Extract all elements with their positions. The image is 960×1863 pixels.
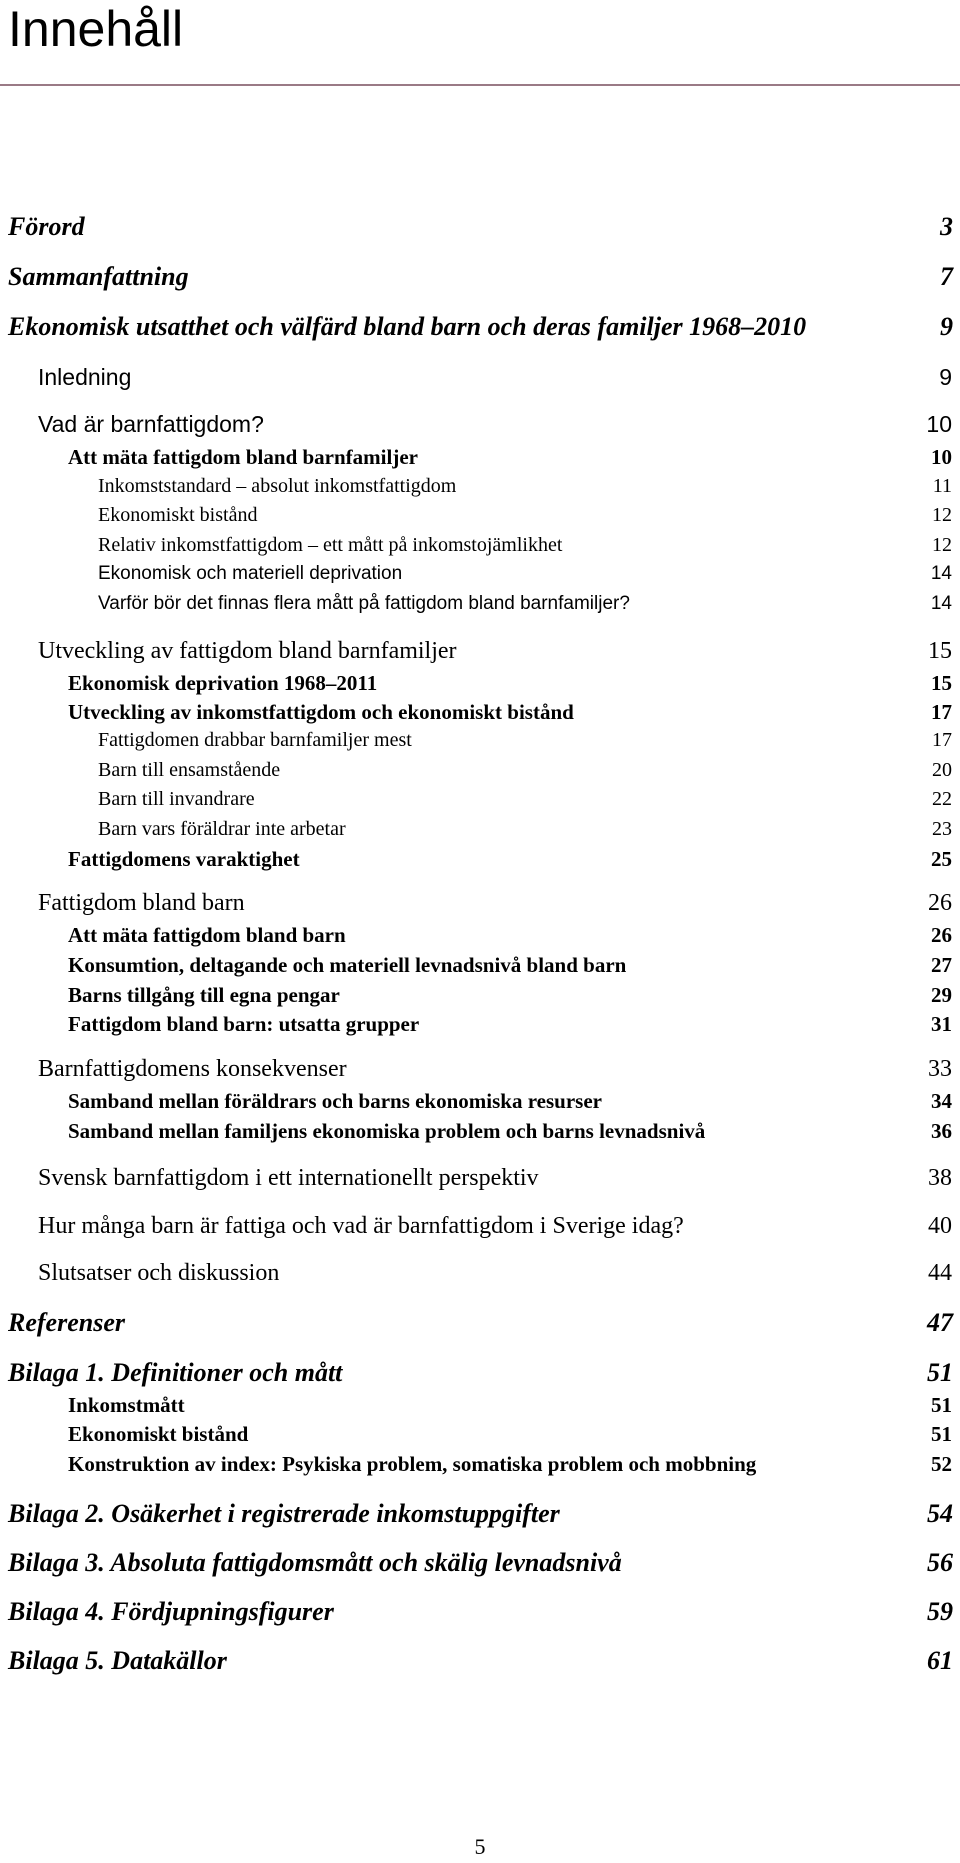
toc-entry-label: Bilaga 3. Absoluta fattigdomsmått och skälig levnadsnivå [8, 1548, 622, 1577]
toc-entry-page: 10 [926, 411, 952, 437]
toc-entry-page: 10 [931, 445, 952, 469]
toc-entry[interactable] [98, 504, 952, 527]
toc-entry-label: Varför bör det finnas flera mått på fattigdom bland barnfamiljer? [98, 593, 630, 614]
toc-entry-label: Bilaga 1. Definitioner och mått [8, 1358, 343, 1387]
toc-entry-page: 26 [928, 890, 952, 916]
toc-entry-page: 40 [928, 1213, 952, 1239]
toc-entry-page: 51 [931, 1393, 952, 1417]
toc-entry-label: Konsumtion, deltagande och materiell levnadsnivå bland barn [68, 953, 627, 977]
toc-entry[interactable] [68, 953, 952, 978]
toc-entry[interactable] [98, 534, 952, 557]
toc-entry-page: 9 [939, 364, 952, 390]
toc-entry[interactable] [38, 1213, 952, 1240]
toc-entry-label: Förord [8, 212, 85, 241]
toc-entry-page: 44 [928, 1260, 952, 1286]
toc-entry[interactable] [98, 759, 952, 782]
toc-entry-page: 12 [932, 504, 952, 526]
toc-entry[interactable] [38, 638, 952, 665]
toc-entry[interactable] [8, 1358, 953, 1388]
toc-entry-label: Inledning [38, 364, 132, 390]
toc-entry[interactable] [68, 1089, 952, 1114]
toc-entry-page: 14 [930, 593, 952, 614]
toc-entry-label: Ekonomisk utsatthet och välfärd bland barn och deras familjer 1968–2010 [8, 312, 807, 341]
toc-entry-label: Relativ inkomstfattigdom – ett mått på inkomstojämlikhet [98, 534, 563, 556]
toc-entry-page: 15 [931, 671, 952, 695]
toc-entry-page: 31 [931, 1012, 952, 1036]
toc-entry[interactable] [68, 671, 952, 696]
toc-entry-label: Samband mellan familjens ekonomiska problem och barns levnadsnivå [68, 1119, 706, 1143]
toc-entry-page: 47 [927, 1308, 953, 1337]
toc-entry-label: Barnfattigdomens konsekvenser [38, 1056, 347, 1082]
toc-entry[interactable] [8, 1308, 953, 1338]
toc-entry[interactable] [68, 923, 952, 948]
toc-entry-page: 23 [932, 818, 952, 840]
toc-entry-page: 20 [932, 759, 952, 781]
toc-entry-label: Barn till ensamstående [98, 759, 281, 781]
toc-entry-label: Barn vars föräldrar inte arbetar [98, 818, 346, 840]
toc-entry-label: Att mäta fattigdom bland barnfamiljer [68, 445, 418, 469]
toc-entry[interactable] [8, 1597, 953, 1627]
toc-entry-label: Svensk barnfattigdom i ett internationellt perspektiv [38, 1165, 539, 1191]
toc-entry-label: Utveckling av inkomstfattigdom och ekonomiskt bistånd [68, 700, 574, 724]
toc-entry[interactable] [8, 262, 953, 292]
toc-entry-label: Utveckling av fattigdom bland barnfamiljer [38, 638, 457, 664]
toc-entry[interactable] [68, 983, 952, 1008]
toc-entry-page: 17 [932, 729, 952, 751]
toc-entry-label: Fattigdomens varaktighet [68, 847, 300, 871]
toc-entry-page: 9 [940, 312, 953, 341]
toc-entry-page: 15 [928, 638, 952, 664]
toc-entry-page: 54 [927, 1499, 953, 1528]
toc-entry-label: Inkomststandard – absolut inkomstfattigdom [98, 475, 457, 497]
toc-entry-label: Fattigdomen drabbar barnfamiljer mest [98, 729, 412, 751]
toc-entry-page: 27 [931, 953, 952, 977]
toc-entry-label: Vad är barnfattigdom? [38, 411, 264, 437]
toc-entry-label: Inkomstmått [68, 1393, 185, 1417]
toc-entry[interactable] [98, 788, 952, 811]
toc-entry[interactable] [8, 312, 953, 342]
toc-entry-label: Sammanfattning [8, 262, 189, 291]
toc-entry-page: 3 [940, 212, 953, 241]
toc-entry-label: Samband mellan föräldrars och barns ekonomiska resurser [68, 1089, 602, 1113]
toc-entry-page: 11 [932, 475, 952, 497]
toc-entry-label: Barns tillgång till egna pengar [68, 983, 340, 1007]
page-title: Innehåll [8, 1, 184, 57]
toc-entry-page: 38 [928, 1165, 952, 1191]
toc-entry-label: Ekonomisk och materiell deprivation [98, 563, 403, 584]
toc-entry-label: Bilaga 4. Fördjupningsfigurer [8, 1597, 334, 1626]
toc-entry[interactable] [68, 1393, 952, 1418]
toc-entry-page: 51 [931, 1422, 952, 1446]
toc-entry[interactable] [8, 212, 953, 242]
toc-entry-page: 12 [932, 534, 952, 556]
toc-entry[interactable] [38, 1056, 952, 1083]
toc-entry-page: 52 [931, 1452, 952, 1476]
toc-entry-page: 22 [932, 788, 952, 810]
toc-entry-label: Bilaga 5. Datakällor [8, 1646, 227, 1675]
toc-entry-page: 56 [927, 1548, 953, 1577]
toc-entry[interactable] [98, 593, 952, 615]
toc-entry-label: Ekonomiskt bistånd [68, 1422, 249, 1446]
toc-entry-label: Bilaga 2. Osäkerhet i registrerade inkomstuppgifter [8, 1499, 560, 1528]
toc-entry[interactable] [98, 729, 952, 752]
toc-entry[interactable] [68, 700, 952, 725]
toc-entry[interactable] [8, 1548, 953, 1578]
toc-entry-label: Ekonomisk deprivation 1968–2011 [68, 671, 378, 695]
toc-entry[interactable] [68, 1422, 952, 1447]
toc-entry[interactable] [98, 818, 952, 841]
toc-entry[interactable] [68, 1012, 952, 1037]
toc-entry[interactable] [98, 475, 952, 498]
toc-entry[interactable] [38, 890, 952, 917]
toc-entry-page: 14 [930, 563, 952, 584]
toc-entry-page: 25 [931, 847, 952, 871]
toc-entry-page: 34 [931, 1089, 952, 1113]
toc-entry-label: Ekonomiskt bistånd [98, 504, 258, 526]
toc-entry-page: 7 [940, 262, 953, 291]
toc-entry[interactable] [68, 1119, 952, 1144]
toc-entry-page: 33 [928, 1056, 952, 1082]
toc-entry-page: 36 [931, 1119, 952, 1143]
toc-entry-page: 61 [927, 1646, 953, 1675]
toc-entry[interactable] [68, 445, 952, 470]
toc-entry[interactable] [98, 563, 952, 585]
toc-entry[interactable] [38, 1260, 952, 1287]
title-divider [0, 84, 960, 86]
toc-entry-label: Konstruktion av index: Psykiska problem, somatiska problem och mobbning [68, 1452, 757, 1476]
toc-entry-label: Referenser [8, 1308, 125, 1337]
toc-entry-page: 59 [927, 1597, 953, 1626]
toc-entry-page: 26 [931, 923, 952, 947]
toc-entry-page: 29 [931, 983, 952, 1007]
toc-entry[interactable] [8, 1646, 953, 1676]
toc-entry[interactable] [38, 411, 952, 438]
toc-entry-label: Fattigdom bland barn [38, 890, 245, 916]
toc-entry-label: Fattigdom bland barn: utsatta grupper [68, 1012, 420, 1036]
toc-entry[interactable] [8, 1499, 953, 1529]
toc-entry-page: 51 [927, 1358, 953, 1387]
toc-entry[interactable] [68, 847, 952, 872]
toc-entry-label: Barn till invandrare [98, 788, 255, 810]
toc-entry-label: Slutsatser och diskussion [38, 1260, 280, 1286]
toc-entry-label: Att mäta fattigdom bland barn [68, 923, 346, 947]
toc-entry[interactable] [38, 364, 952, 391]
toc-entry[interactable] [38, 1165, 952, 1192]
page-number: 5 [474, 1834, 486, 1859]
toc-entry-page: 17 [931, 700, 952, 724]
toc-entry-label: Hur många barn är fattiga och vad är barnfattigdom i Sverige idag? [38, 1213, 684, 1239]
toc-entry[interactable] [68, 1452, 952, 1477]
